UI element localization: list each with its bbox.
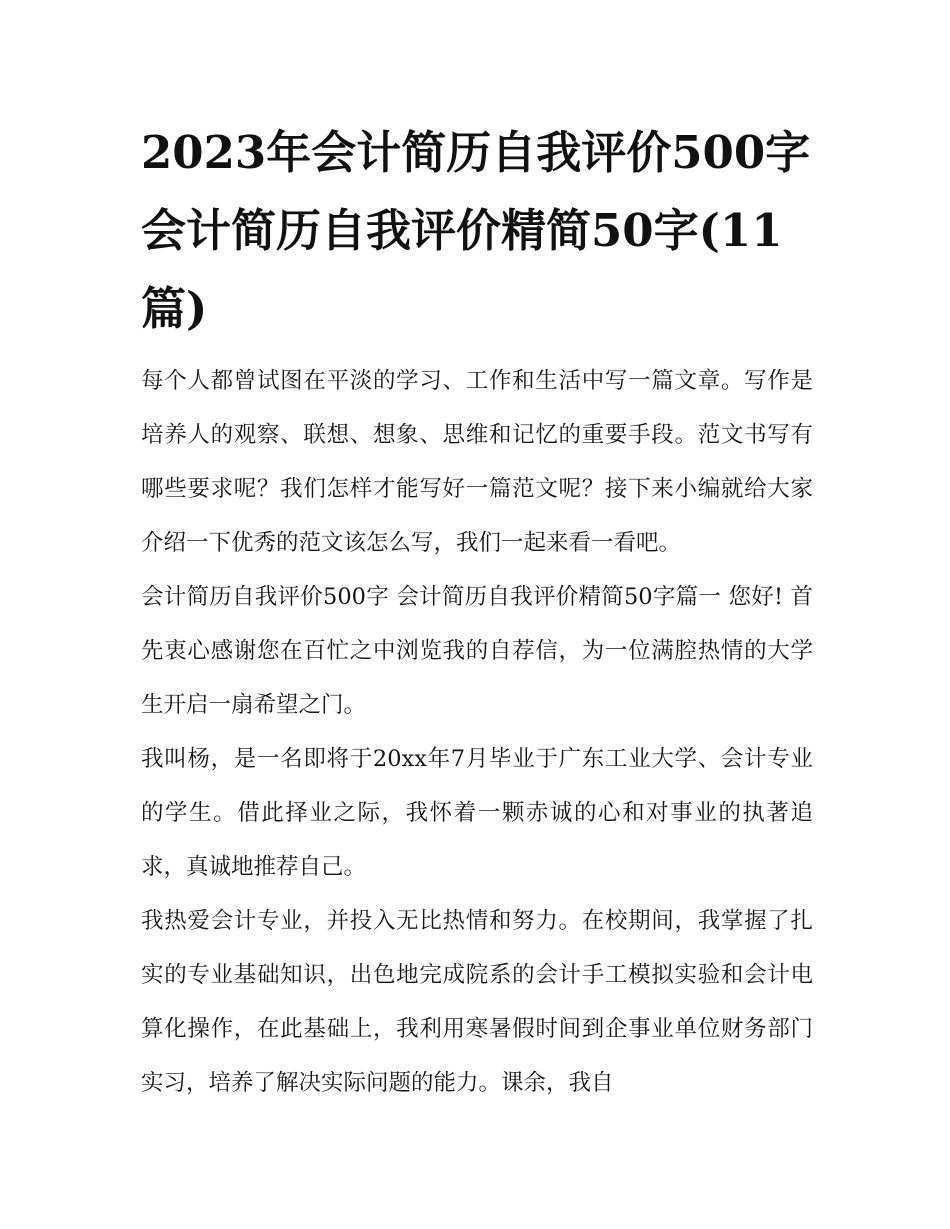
- paragraph-intro: 每个人都曾试图在平淡的学习、工作和生活中写一篇文章。写作是培养人的观察、联想、想象、思维和记忆的重要手段。范文书写有哪些要求呢？我们怎样才能写好一篇范文呢？接下来小编就给大家介绍一下优秀的范文该怎么写，我们一起来看一看吧。: [141, 368, 813, 556]
- document-body: [141, 114, 813, 1110]
- document-title: 2023年会计简历自我评价500字 会计简历自我评价精简50字(11篇): [141, 126, 811, 335]
- paragraph-self-introduction: 我叫杨，是一名即将于20xx年7月毕业于广东工业大学、会计专业的学生。借此择业之际，我怀着一颗赤诚的心和对事业的执著追求，真诚地推荐自己。: [141, 746, 813, 880]
- paragraph-major-experience: 我热爱会计专业，并投入无比热情和努力。在校期间，我掌握了扎实的专业基础知识，出色地完成院系的会计手工模拟实验和会计电算化操作，在此基础上，我利用寒暑假时间到企事业单位财务部门实习，培养了解决实际问题的能力。课余，我自: [141, 908, 813, 1096]
- paragraph-greeting: 会计简历自我评价500字 会计简历自我评价精简50字篇一 您好! 首先衷心感谢您在百忙之中浏览我的自荐信，为一位满腔热情的大学生开启一扇希望之门。: [141, 584, 813, 718]
